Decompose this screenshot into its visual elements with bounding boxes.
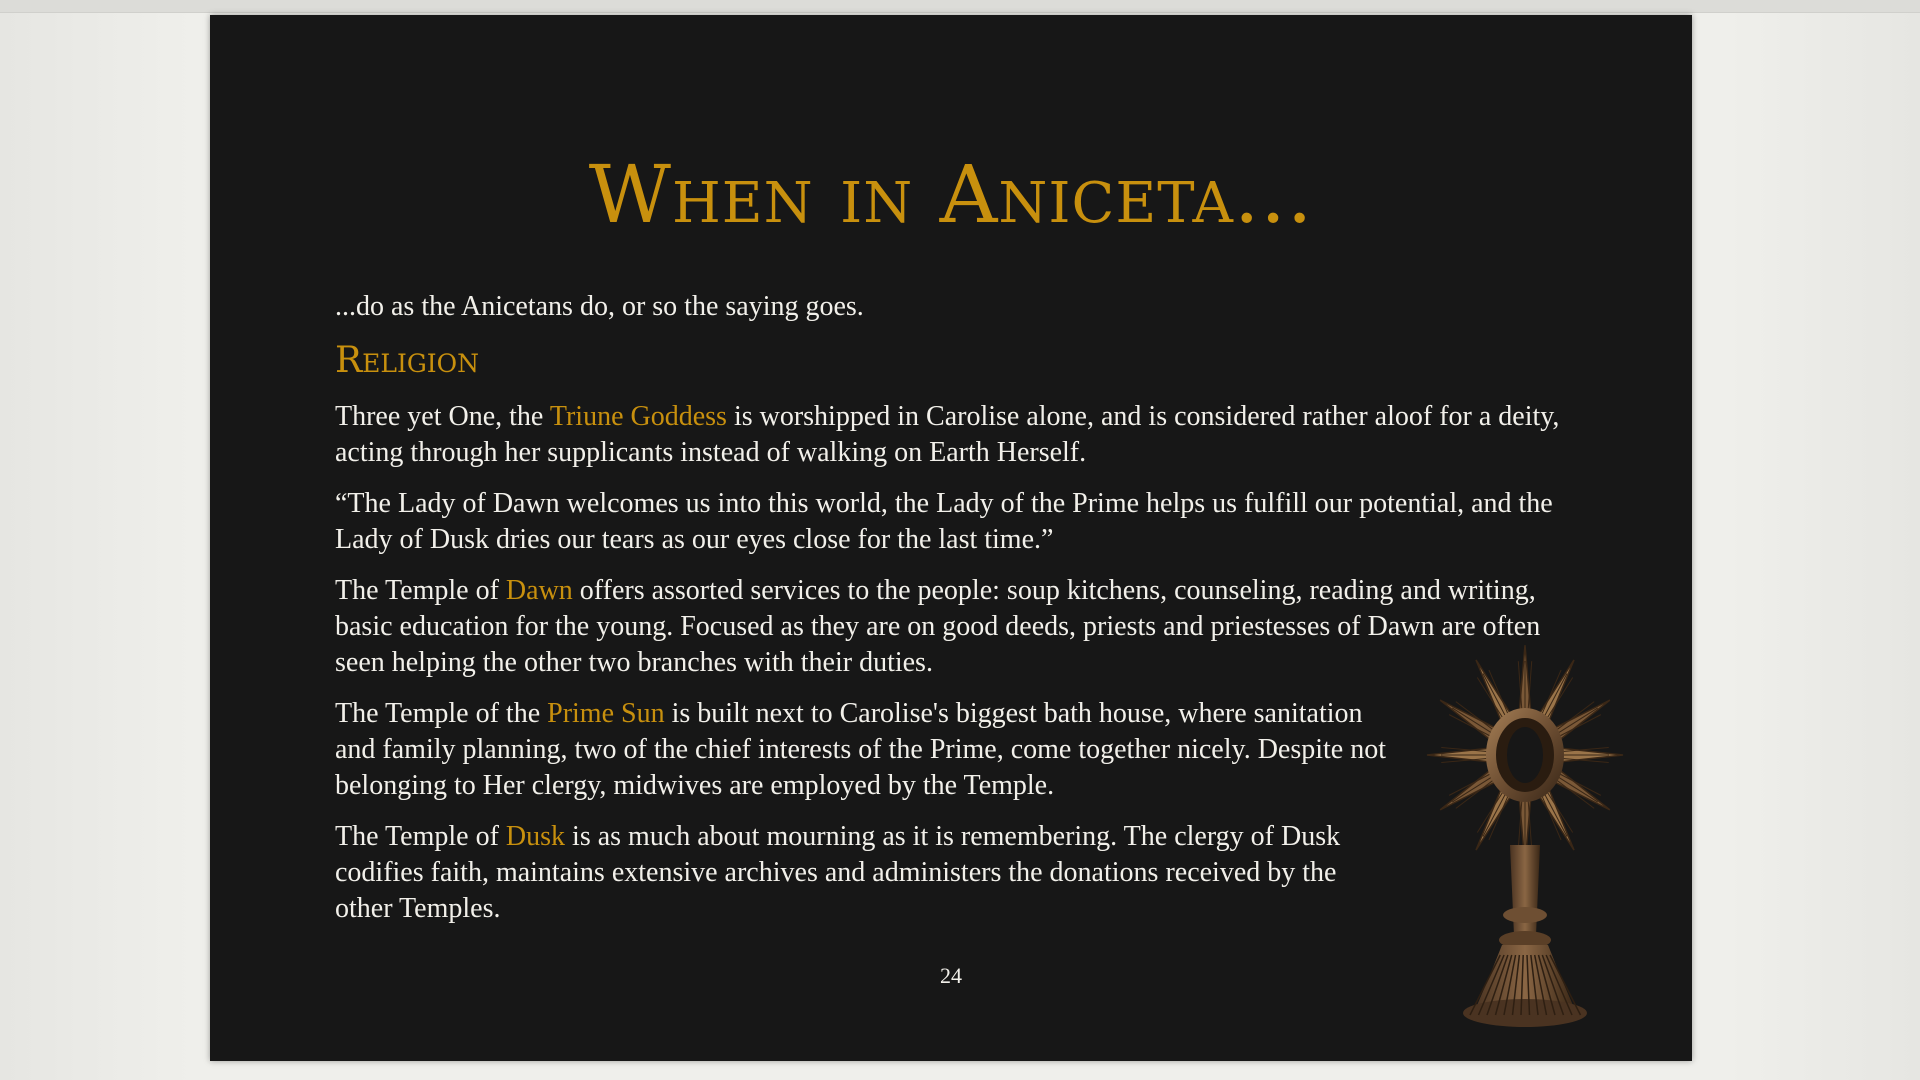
paragraph-text: The Temple of (335, 821, 506, 852)
section-heading-religion: Religion (335, 340, 480, 381)
intro-text: ...do as the Anicetans do, or so the saying goes. (335, 291, 864, 322)
paragraph-text: is as much about mourning as it is remembering. The clergy of Dusk codifies faith, maintains extensive archives and administers the donations received by the other Temples. (335, 821, 1341, 924)
highlighted-term: Prime Sun (547, 698, 665, 729)
viewer-top-bar (0, 0, 1920, 13)
paragraph-text: offers assorted services to the people: soup kitchens, counseling, reading and writing, basic education for the young. Focused as they are on good deeds, priests and priestesses of Dawn are often seen helping the other two branches with their duties. (335, 575, 1541, 678)
page-title: When in Aniceta... (588, 148, 1314, 241)
paragraph-temple-dusk (335, 819, 1355, 927)
page-number: 24 (940, 963, 962, 988)
paragraph-text: is built next to Carolise's biggest bath house, where sanitation and family planning, two of the chief interests of the Prime, come together nicely. Despite not belonging to Her clergy, midwives are employed by the Temple. (335, 698, 1386, 801)
highlighted-term: Dawn (505, 575, 573, 606)
paragraph-text: is worshipped in Carolise alone, and is considered rather aloof for a deity, acting through her supplicants instead of walking on Earth Herself. (335, 401, 1560, 468)
page-content (335, 289, 1575, 942)
paragraph-lady-quote (335, 486, 1575, 558)
highlighted-term: Dusk (505, 821, 566, 852)
paragraph-text: “The Lady of Dawn welcomes us into this world, the Lady of the Prime helps us fulfill our potential, and the Lady of Dusk dries our tears as our eyes close for the last time.” (335, 488, 1553, 555)
paragraph-temple-dawn (335, 573, 1575, 681)
paragraph-triune-goddess (335, 399, 1575, 471)
paragraph-text: The Temple of (335, 575, 506, 606)
paragraph-temple-prime-sun (335, 696, 1405, 804)
document-page (210, 15, 1692, 1061)
highlighted-term: Triune Goddess (549, 401, 727, 432)
paragraph-text: The Temple of the (335, 698, 548, 729)
paragraph-text: Three yet One, the (335, 401, 550, 432)
